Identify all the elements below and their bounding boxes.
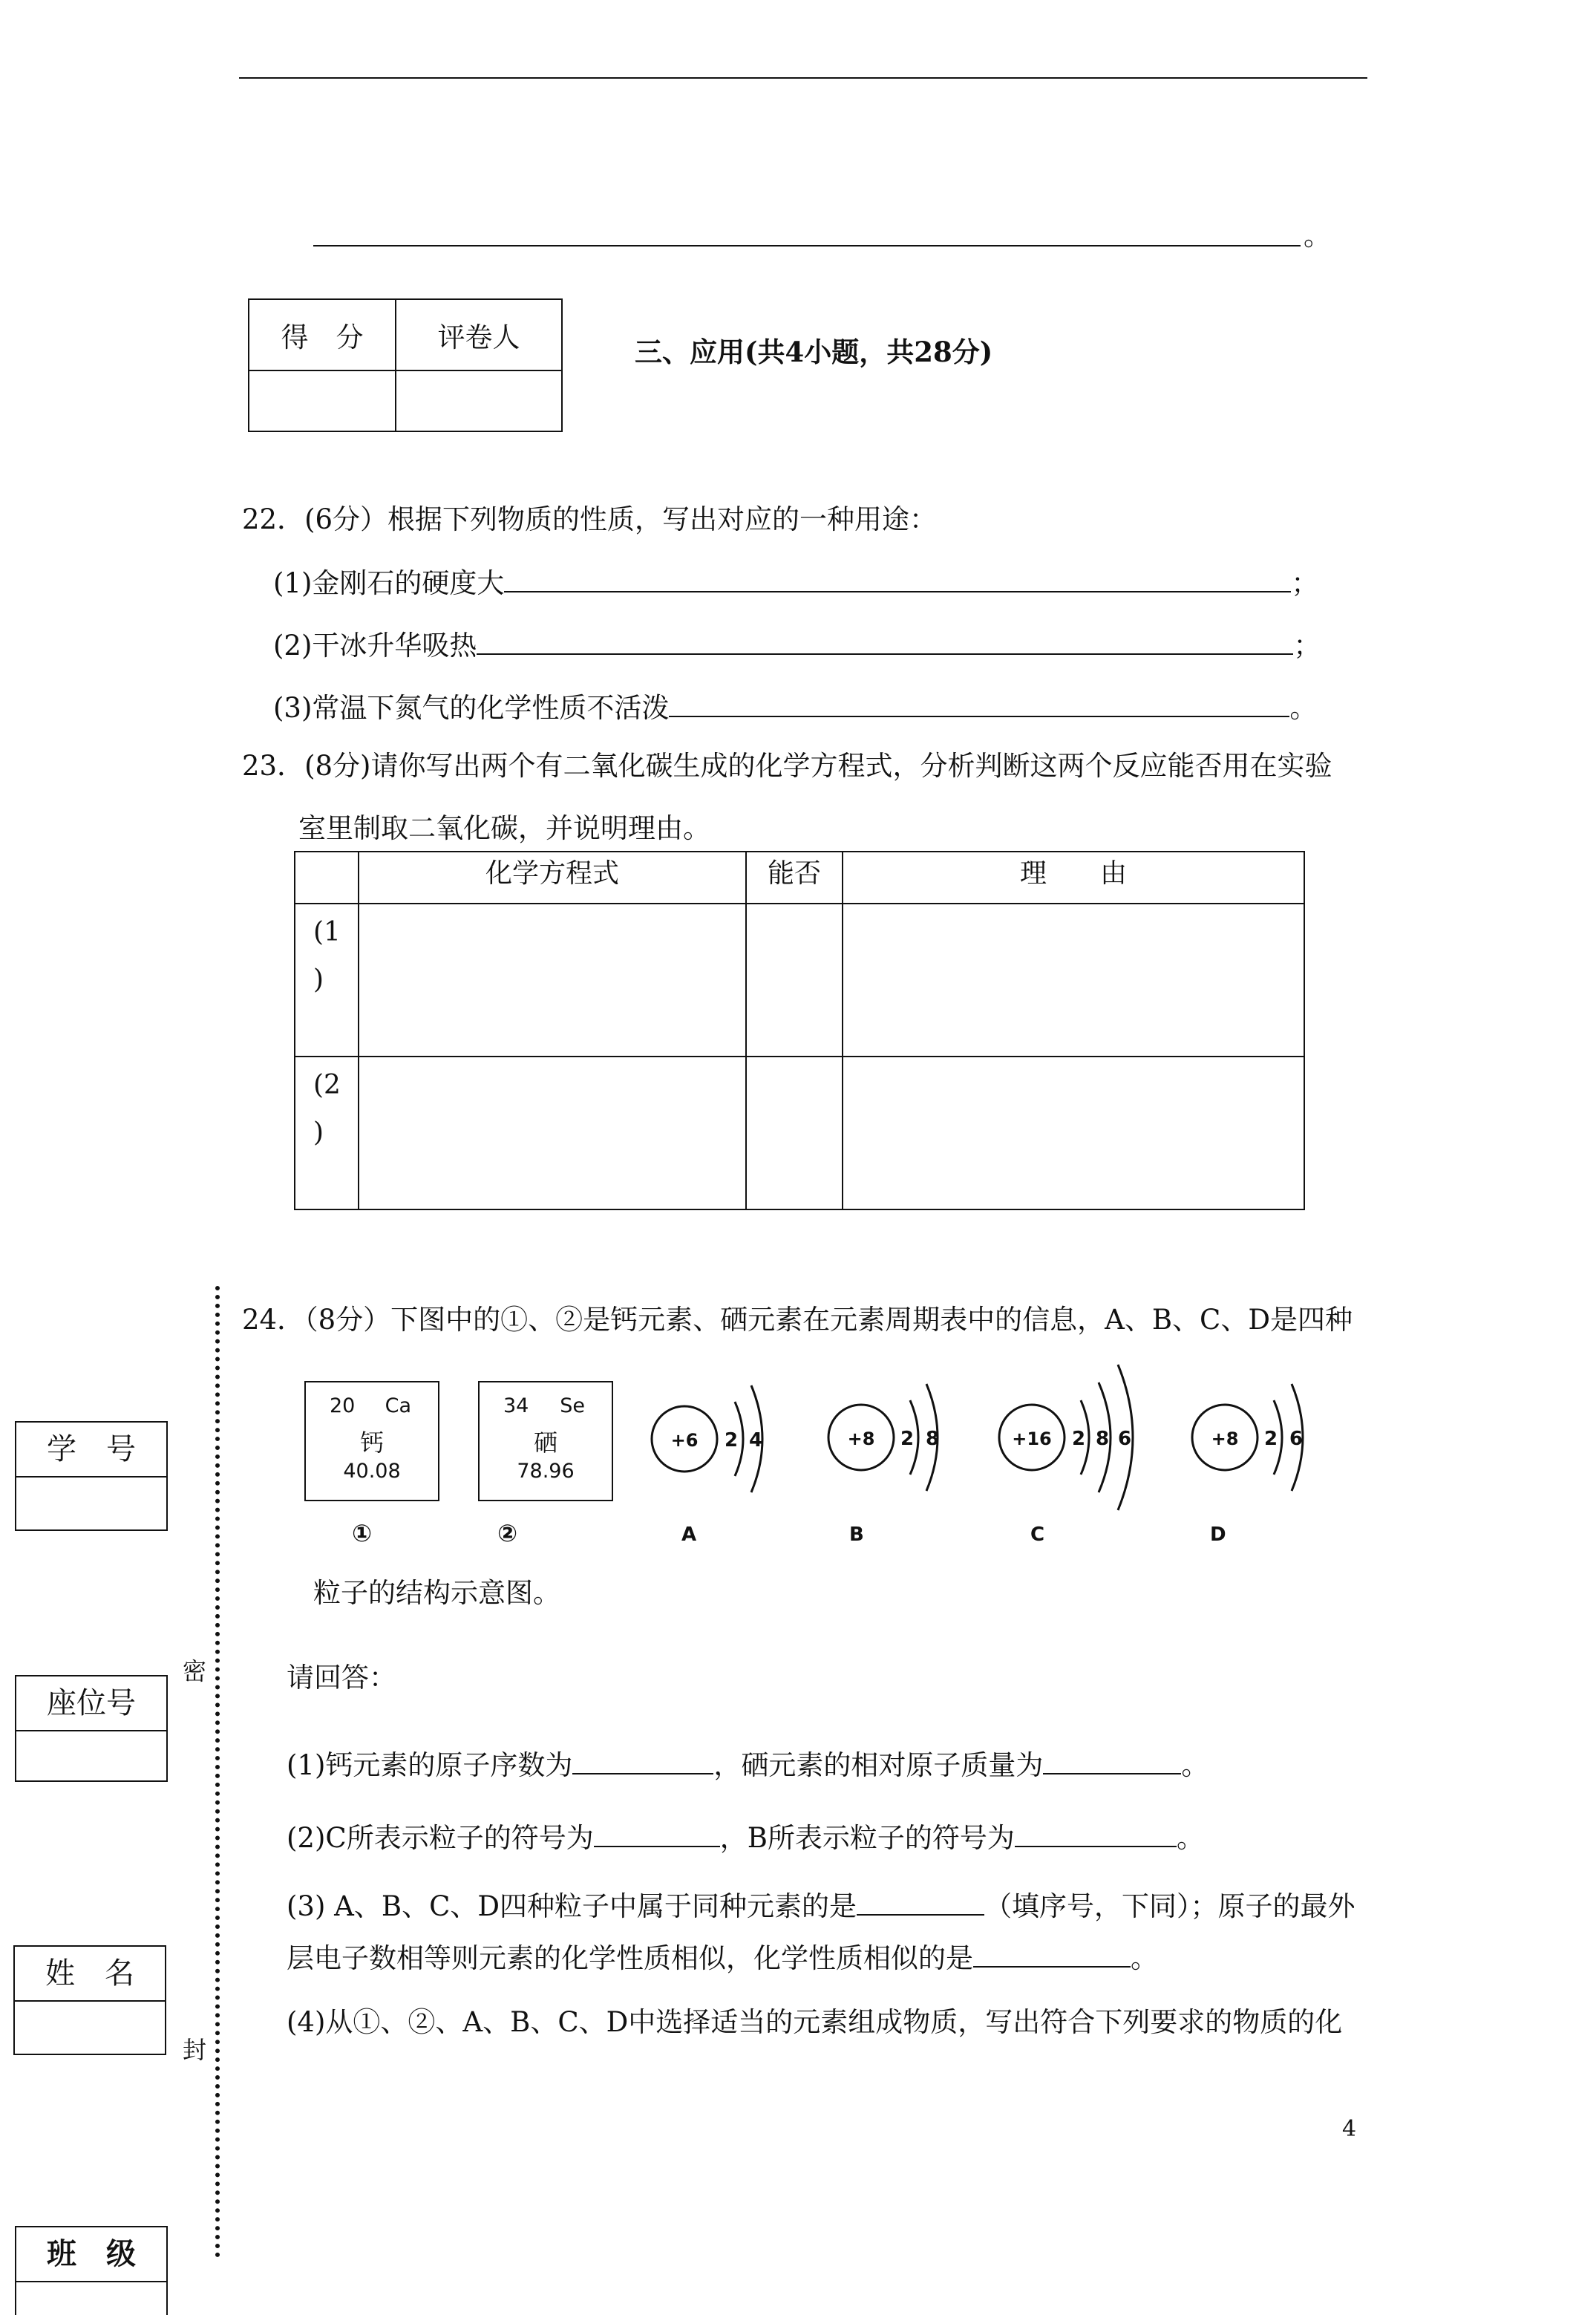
particle-label-C: C — [1030, 1524, 1045, 1546]
q22-item-1-end: ； — [1291, 567, 1319, 599]
q23-row-1-label — [295, 904, 359, 1057]
q23-row-1-possible[interactable] — [746, 904, 843, 1057]
q24-sub3-a: (3) A、B、C、D四种粒子中属于同种元素的是 — [287, 1890, 857, 1922]
q23-header-possible: 能否 — [746, 852, 843, 904]
particle-label-A: A — [681, 1524, 697, 1546]
calcium-symbol: Ca — [385, 1394, 411, 1417]
particle-B-nucleus: +8 — [847, 1428, 875, 1449]
q24-stem: 24．（8分）下图中的①、②是钙元素、硒元素在元素周期表中的信息，A、B、C、D是四种 — [242, 1304, 1353, 1336]
q24-sub3-blank-1[interactable] — [857, 1887, 984, 1916]
class-box — [15, 2226, 168, 2315]
carryover-period: 。 — [1304, 220, 1331, 252]
q23-row-2-label-a: (2 — [313, 1070, 341, 1100]
seat-no-label: 座位号 — [16, 1676, 166, 1731]
particle-B-shell-2: 8 — [925, 1428, 940, 1450]
student-id-field[interactable] — [16, 1478, 166, 1531]
q23-row-2-equation[interactable] — [359, 1057, 746, 1209]
q23-header-blank — [295, 852, 359, 904]
particle-B — [828, 1384, 939, 1491]
particle-C-shell-2: 8 — [1095, 1428, 1110, 1450]
q23-header-equation: 化学方程式 — [359, 852, 746, 904]
q24-sub3-line2-text: 层电子数相等则元素的化学性质相似，化学性质相似的是 — [287, 1942, 973, 1974]
seat-no-field[interactable] — [16, 1731, 166, 1782]
q23-table — [294, 851, 1305, 1210]
binding-dotted-line — [215, 1286, 220, 2258]
element-tile-calcium — [304, 1381, 439, 1501]
q23-row-2-reason[interactable] — [843, 1057, 1304, 1209]
q24-sub3-line2 — [287, 1939, 1158, 1975]
q24-sub1-b: ，硒元素的相对原子质量为 — [713, 1749, 1044, 1781]
q22-stem: 22．(6分）根据下列物质的性质，写出对应的一种用途： — [242, 503, 938, 535]
q24-sub1 — [287, 1746, 1209, 1782]
q22-item-2-text: (2)干冰升华吸热 — [273, 630, 477, 662]
student-id-box — [15, 1421, 168, 1531]
grader-cell[interactable] — [396, 370, 562, 431]
q24-sub1-a: (1)钙元素的原子序数为 — [287, 1749, 573, 1781]
score-table — [248, 298, 563, 432]
particle-C-nucleus: +16 — [1012, 1428, 1052, 1449]
q23-row-1-label-b: ) — [313, 964, 324, 995]
calcium-mass: 40.08 — [343, 1460, 401, 1483]
q24-sub4: (4)从①、②、A、B、C、D中选择适当的元素组成物质，写出符合下列要求的物质的化 — [287, 2006, 1343, 2038]
q24-sub2-blank-2[interactable] — [1015, 1819, 1177, 1847]
q24-stem-continued: 粒子的结构示意图。 — [313, 1577, 560, 1609]
q23-row-2-label-b: ) — [313, 1117, 324, 1148]
q24-sub1-blank-1[interactable] — [572, 1746, 713, 1774]
q22-item-1 — [273, 564, 1318, 600]
header-rule — [239, 77, 1367, 79]
seal-feng: 封 — [183, 2036, 207, 2064]
q22-item-3-text: (3)常温下氮气的化学性质不活泼 — [273, 692, 670, 724]
q23-row-2-label — [295, 1057, 359, 1209]
q24-sub1-end: 。 — [1181, 1749, 1209, 1781]
q24-sub2-end: 。 — [1176, 1822, 1204, 1854]
answer-line-carryover[interactable] — [313, 245, 1301, 246]
q22-item-3 — [273, 689, 1317, 725]
q23-row-1-reason[interactable] — [843, 904, 1304, 1057]
seal-mi: 密 — [183, 1657, 207, 1685]
q24-sub2 — [287, 1819, 1204, 1855]
q24-sub1-blank-2[interactable] — [1043, 1746, 1181, 1774]
q24-sub3-end: 。 — [1131, 1942, 1158, 1974]
section-title: 三、应用(共4小题，共28分) — [635, 336, 993, 368]
calcium-atomic-number: 20 — [330, 1394, 356, 1417]
particle-D-nucleus: +8 — [1211, 1428, 1239, 1449]
q24-sub2-a: (2)C所表示粒子的符号为 — [287, 1822, 594, 1854]
q23-row-1-equation[interactable] — [359, 904, 746, 1057]
grader-label: 评卷人 — [396, 299, 562, 370]
name-box — [13, 1945, 166, 2055]
student-id-label: 学 号 — [16, 1423, 166, 1478]
q23-row-2-possible[interactable] — [746, 1057, 843, 1209]
particle-label-B: B — [849, 1524, 864, 1546]
calcium-name: 钙 — [359, 1428, 384, 1457]
q24-sub2-blank-1[interactable] — [594, 1819, 720, 1847]
particle-label-D: D — [1210, 1524, 1226, 1546]
particle-D-shell-1: 2 — [1263, 1428, 1278, 1450]
particle-A — [652, 1385, 762, 1492]
q22-item-1-blank[interactable] — [504, 564, 1291, 592]
selenium-name: 硒 — [533, 1428, 557, 1457]
q23-stem-line2: 室里制取二氧化碳，并说明理由。 — [298, 812, 710, 844]
particle-C — [999, 1365, 1133, 1510]
page-number: 4 — [1342, 2116, 1357, 2142]
q22-item-3-blank[interactable] — [669, 689, 1289, 717]
q23-row-1-label-a: (1 — [313, 917, 341, 947]
q22-item-3-end: 。 — [1289, 692, 1318, 724]
score-label: 得 分 — [249, 299, 396, 370]
element-tile-selenium — [478, 1381, 613, 1501]
q24-sub2-b: ，B所表示粒子的符号为 — [719, 1822, 1015, 1854]
tile-label-1: ① — [352, 1519, 373, 1547]
q24-sub3-line1 — [287, 1887, 1355, 1923]
tile-label-2: ② — [497, 1519, 518, 1547]
selenium-symbol: Se — [560, 1394, 585, 1417]
particle-A-nucleus: +6 — [670, 1430, 699, 1451]
q24-sub3-blank-2[interactable] — [973, 1939, 1131, 1968]
q22-item-2-end: ； — [1293, 630, 1321, 662]
particle-D-shell-2: 6 — [1289, 1428, 1304, 1450]
particle-A-shell-2: 4 — [748, 1429, 763, 1452]
selenium-atomic-number: 34 — [503, 1394, 529, 1417]
particle-B-shell-1: 2 — [900, 1428, 915, 1450]
seat-no-box — [15, 1675, 168, 1782]
class-label: 班 级 — [16, 2227, 166, 2282]
q24-sub3-b: （填序号，下同）；原子的最外 — [984, 1890, 1355, 1922]
q23-header-reason: 理 由 — [843, 852, 1304, 904]
name-field[interactable] — [15, 2002, 165, 2055]
particle-A-shell-1: 2 — [724, 1429, 739, 1452]
q24-prompt: 请回答： — [287, 1662, 396, 1694]
q22-item-2-blank[interactable] — [477, 627, 1293, 655]
name-label: 姓 名 — [15, 1947, 165, 2002]
q22-item-1-text: (1)金刚石的硬度大 — [273, 567, 505, 599]
q22-item-2 — [273, 627, 1321, 662]
particle-C-shell-1: 2 — [1071, 1428, 1086, 1450]
score-cell[interactable] — [249, 370, 396, 431]
particle-D — [1192, 1384, 1303, 1491]
particle-C-shell-3: 6 — [1117, 1428, 1132, 1450]
q23-stem-line1: 23．(8分)请你写出两个有二氧化碳生成的化学方程式，分析判断这两个反应能否用在实验 — [242, 750, 1332, 782]
selenium-mass: 78.96 — [517, 1460, 575, 1483]
